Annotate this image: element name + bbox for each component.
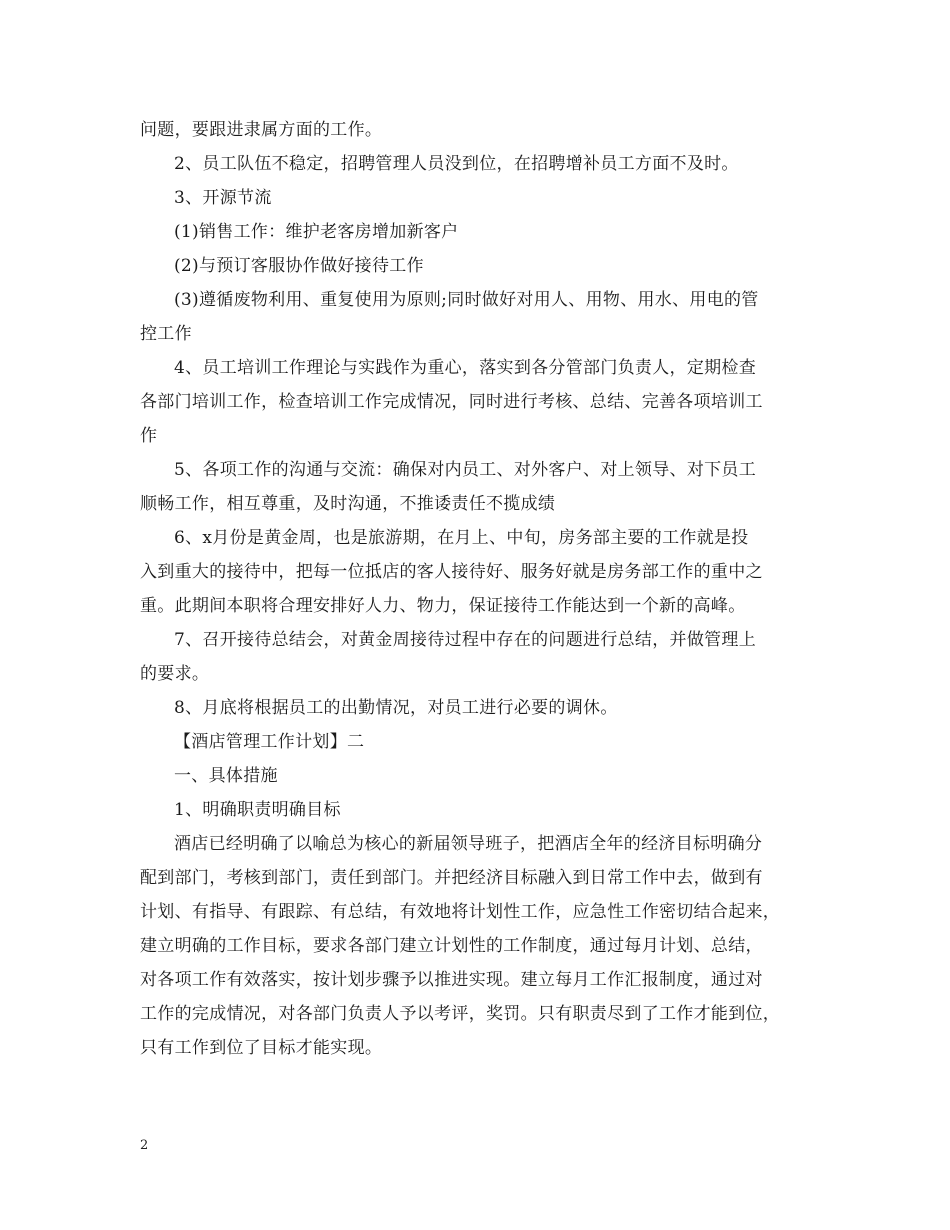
text-line: 1、明确职责明确目标 xyxy=(174,800,341,820)
text-line: 5、各项工作的沟通与交流：确保对内员工、对外客户、对上领导、对下员工 xyxy=(174,460,757,480)
text-line: 控工作 xyxy=(140,324,192,344)
text-line: 对各项工作有效落实，按计划步骤予以推进实现。建立每月工作汇报制度，通过对 xyxy=(140,970,763,990)
text-line: 8、月底将根据员工的出勤情况，对员工进行必要的调休。 xyxy=(174,698,618,718)
text-line: 入到重大的接待中，把每一位抵店的客人接待好、服务好就是房务部工作的重中之 xyxy=(140,562,763,582)
text-line: 2、员工队伍不稳定，招聘管理人员没到位，在招聘增补员工方面不及时。 xyxy=(174,154,739,174)
page-number: 2 xyxy=(140,1138,149,1153)
text-line: 只有工作到位了目标才能实现。 xyxy=(140,1038,383,1058)
text-line: 顺畅工作，相互尊重，及时沟通，不推诿责任不揽成绩 xyxy=(140,494,556,514)
text-line: 作 xyxy=(140,426,158,446)
text-line: 6、x月份是黄金周，也是旅游期，在月上、中旬，房务部主要的工作就是投 xyxy=(174,528,749,548)
text-line: (3)遵循废物利用、重复使用为原则;同时做好对用人、用物、用水、用电的管 xyxy=(174,290,759,310)
text-line: 问题，要跟进隶属方面的工作。 xyxy=(140,120,383,140)
text-line: 酒店已经明确了以喻总为核心的新届领导班子，把酒店全年的经济目标明确分 xyxy=(174,834,763,854)
text-line: 计划、有指导、有跟踪、有总结，有效地将计划性工作，应急性工作密切结合起来， xyxy=(140,902,781,922)
text-line: 工作的完成情况，对各部门负责人予以考评，奖罚。只有职责尽到了工作才能到位， xyxy=(140,1004,781,1024)
document-body xyxy=(140,113,820,1065)
text-line: 重。此期间本职将合理安排好人力、物力，保证接待工作能达到一个新的高峰。 xyxy=(140,596,746,616)
text-line: 【酒店管理工作计划】二 xyxy=(174,732,365,752)
text-line: 配到部门，考核到部门，责任到部门。并把经济目标融入到日常工作中去，做到有 xyxy=(140,868,763,888)
text-line: 4、员工培训工作理论与实践作为重心，落实到各分管部门负责人，定期检查 xyxy=(174,358,757,378)
text-line: 建立明确的工作目标，要求各部门建立计划性的工作制度，通过每月计划、总结， xyxy=(140,936,763,956)
text-line: 3、开源节流 xyxy=(174,188,272,208)
text-line: 7、召开接待总结会，对黄金周接待过程中存在的问题进行总结，并做管理上 xyxy=(174,630,757,650)
text-line: 的要求。 xyxy=(140,664,210,684)
text-line: (1)销售工作：维护老客房增加新客户 xyxy=(174,222,459,242)
text-line: 各部门培训工作，检查培训工作完成情况，同时进行考核、总结、完善各项培训工 xyxy=(140,392,763,412)
text-line: (2)与预订客服协作做好接待工作 xyxy=(174,256,424,276)
text-line: 一、具体措施 xyxy=(174,766,278,786)
